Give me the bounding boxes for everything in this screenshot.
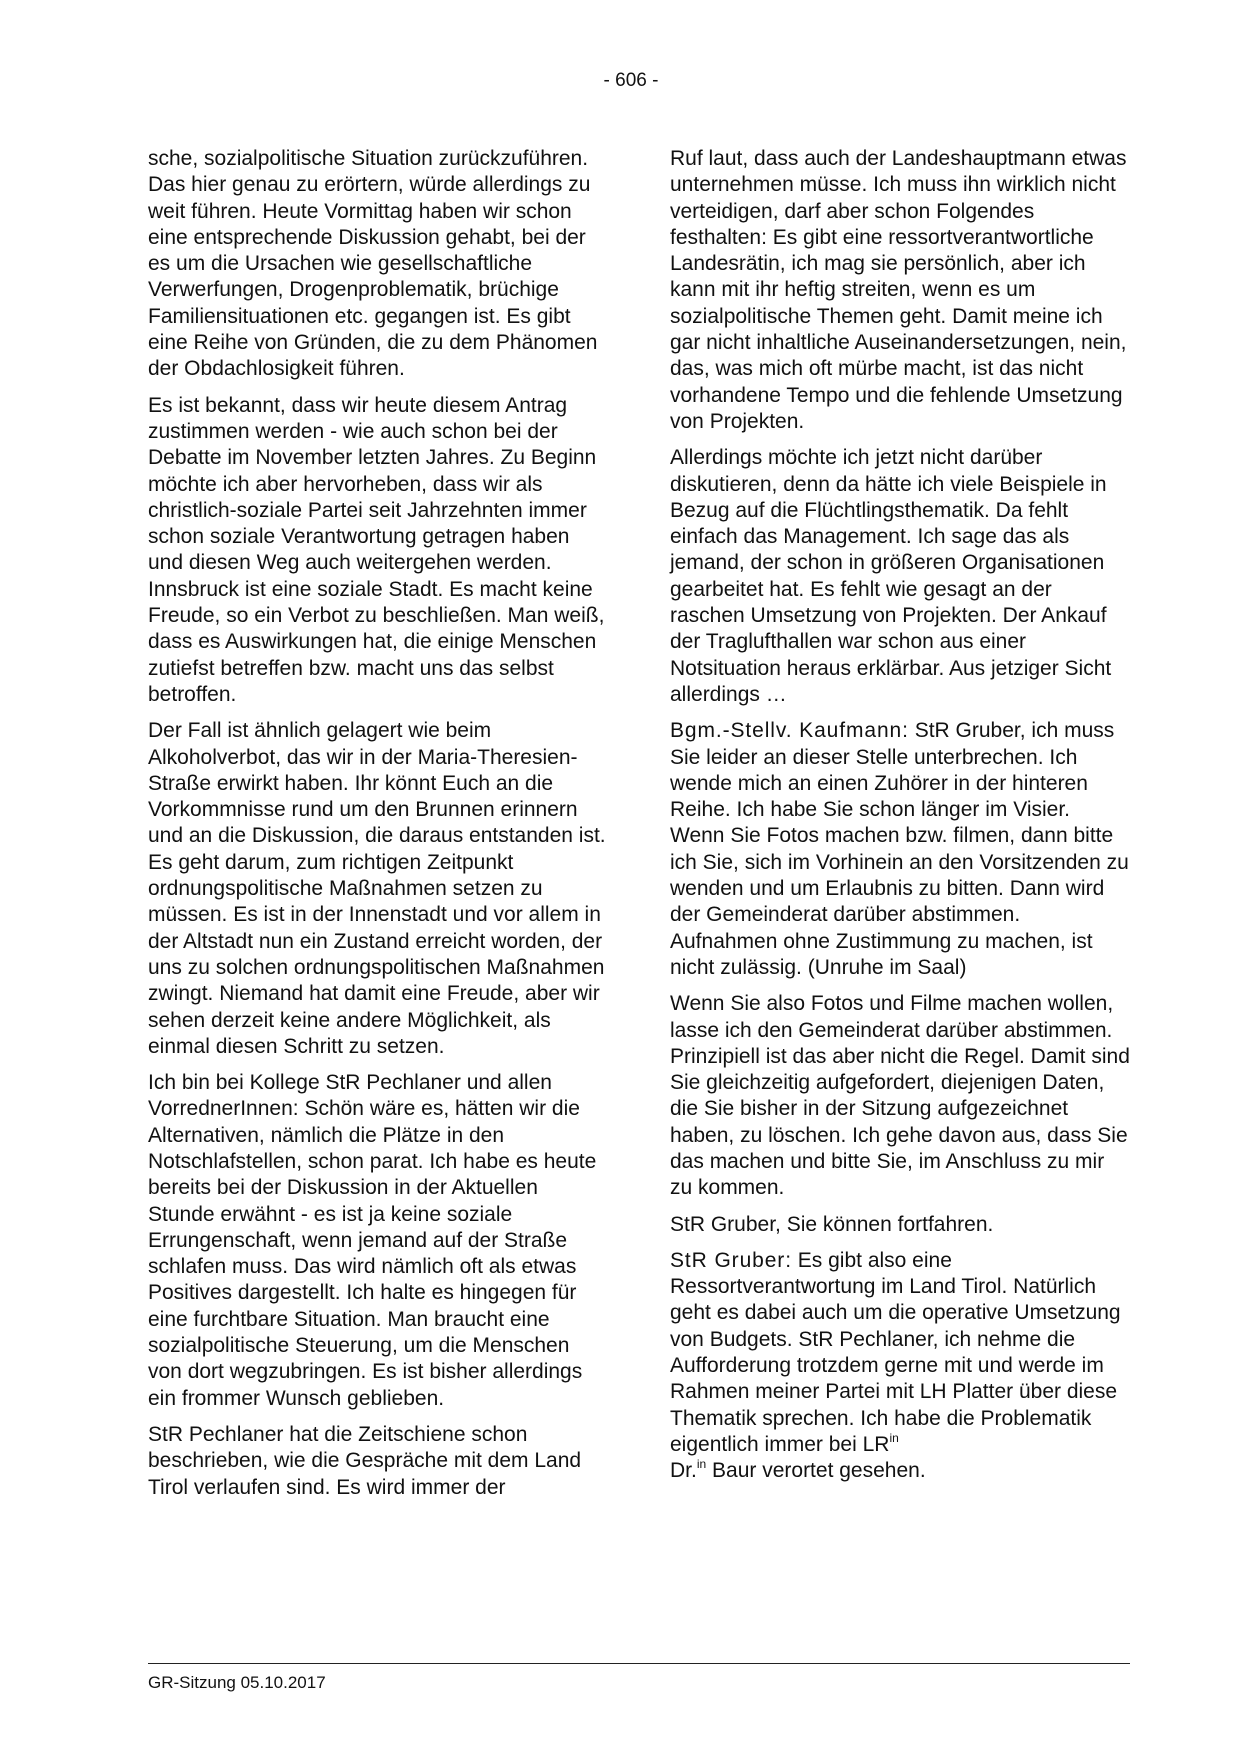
right-paragraph-1: Ruf laut, dass auch der Landeshauptmann etwas unternehmen müsse. Ich muss ihn wirklich nicht verteidigen, darf aber schon Folgendes festhalten: Es gibt eine ressortverantwortliche Landesrätin, ich mag sie persönlich, aber ich kann mit ihr heftig streiten, wenn es um sozialpolitische Themen geht. Damit meine ich gar nicht inhaltliche Auseinandersetzungen, nein, das, was mich oft mürbe macht, ist das nicht vorhandene Tempo und die fehlende Umsetzung von Projekten.: [670, 147, 1127, 433]
left-paragraph-1: sche, sozialpolitische Situation zurückzuführen. Das hier genau zu erörtern, würde allerdings zu weit führen. Heute Vormittag haben wir schon eine entsprechende Diskussion gehabt, bei der es um die Ursachen wie gesellschaftliche Verwerfungen, Drogenproblematik, brüchige Familiensituationen etc. gegangen ist. Es gibt eine Reihe von Gründen, die zu dem Phänomen der Obdachlosigkeit führen.: [148, 147, 598, 381]
right-paragraph-3: [670, 718, 1130, 981]
statement-text: Es gibt also eine Ressortverantwortung im Land Tirol. Natürlich geht es dabei auch um die operative Umsetzung von Budgets. StR Pechlaner, ich nehme die Aufforderung trotzdem gerne mit und werde im Rahmen meiner Partei mit LH Platter über diese Thematik sprechen. Ich habe die Problematik eigentlich immer bei LR: [670, 1248, 1121, 1456]
left-column: [148, 146, 608, 1511]
page-number: - 606 -: [603, 70, 659, 91]
right-paragraph-5: StR Gruber, Sie können fortfahren.: [670, 1212, 994, 1236]
footer-session-date: GR-Sitzung 05.10.2017: [148, 1673, 326, 1692]
speaker-name: StR Gruber:: [670, 1248, 792, 1272]
superscript: in: [889, 1430, 899, 1445]
right-column: [670, 146, 1130, 1495]
title-abbreviation: Dr.: [670, 1459, 697, 1483]
left-paragraph-3: Der Fall ist ähnlich gelagert wie beim Alkoholverbot, das wir in der Maria-Theresien-Straße erwirkt haben. Ihr könnt Euch an die Vorkommnisse rund um den Brunnen erinnern und an die Diskussion, die daraus entstanden ist. Es geht darum, zum richtigen Zeitpunkt ordnungspolitische Maßnahmen setzen zu müssen. Es ist in der Innenstadt und vor allem in der Altstadt nun ein Zustand erreicht worden, der uns zu solchen ordnungspolitischen Maßnahmen zwingt. Niemand hat damit eine Freude, aber wir sehen derzeit keine andere Möglichkeit, als einmal diesen Schritt zu setzen.: [148, 719, 606, 1058]
right-paragraph-6: [670, 1248, 1130, 1485]
footer-divider: [148, 1663, 1130, 1664]
superscript: in: [696, 1457, 707, 1472]
left-paragraph-2: Es ist bekannt, dass wir heute diesem Antrag zustimmen werden - wie auch schon bei der Debatte im November letzten Jahres. Zu Beginn möchte ich aber hervorheben, dass wir als christlich-soziale Partei seit Jahrzehnten immer schon soziale Verantwortung getragen haben und diesen Weg auch weitergehen werden. Innsbruck ist eine soziale Stadt. Es macht keine Freude, so ein Verbot zu beschließen. Man weiß, dass es Auswirkungen hat, die einige Menschen zutiefst betreffen bzw. macht uns das selbst betroffen.: [148, 393, 605, 706]
left-paragraph-5: StR Pechlaner hat die Zeitschiene schon beschrieben, wie die Gespräche mit dem Land Tirol verlaufen sind. Es wird immer der: [148, 1422, 582, 1499]
speaker-name: Bgm.-Stellv. Kaufmann:: [670, 719, 909, 743]
right-paragraph-2: Allerdings möchte ich jetzt nicht darüber diskutieren, denn da hätte ich viele Beispiele in Bezug auf die Flüchtlingsthematik. Da fehlt einfach das Management. Ich sage das als jemand, der schon in größeren Organisationen gearbeitet hat. Es fehlt wie gesagt an der raschen Umsetzung von Projekten. Der Ankauf der Traglufthallen war schon aus einer Notsituation heraus erklärbar. Aus jetziger Sicht allerdings …: [670, 446, 1112, 706]
left-paragraph-4: Ich bin bei Kollege StR Pechlaner und allen VorrednerInnen: Schön wäre es, hätten wir die Alternativen, nämlich die Plätze in den Notschlafstellen, schon parat. Ich habe es heute bereits bei der Diskussion in der Aktuellen Stunde erwähnt - es ist ja keine soziale Errungenschaft, wenn jemand auf der Straße schlafen muss. Das wird nämlich oft als etwas Positives dargestellt. Ich halte es hingegen für eine furchtbare Situation. Man braucht eine sozialpolitische Steuerung, um die Menschen von dort wegzubringen. Es ist bisher allerdings ein frommer Wunsch geblieben.: [148, 1071, 597, 1410]
statement-end: Baur verortet gesehen.: [706, 1459, 926, 1483]
right-paragraph-4: Wenn Sie also Fotos und Filme machen wollen, lasse ich den Gemeinderat darüber abstimmen. Prinzipiell ist das aber nicht die Regel. Damit sind Sie gleichzeitig aufgefordert, diejenigen Daten, die Sie bisher in der Sitzung aufgezeichnet haben, zu löschen. Ich gehe davon aus, dass Sie das machen und bitte Sie, im Anschluss zu mir zu kommen.: [670, 992, 1130, 1200]
statement-text: StR Gruber, ich muss Sie leider an dieser Stelle unterbrechen. Ich wende mich an einen Zuhörer in der hinteren Reihe. Ich habe Sie schon länger im Visier. Wenn Sie Fotos machen bzw. filmen, dann bitte ich Sie, sich im Vorhinein an den Vorsitzenden zu wenden und um Erlaubnis zu bitten. Dann wird der Gemeinderat darüber abstimmen. Aufnahmen ohne Zustimmung zu machen, ist nicht zulässig. (Unruhe im Saal): [670, 719, 1129, 979]
